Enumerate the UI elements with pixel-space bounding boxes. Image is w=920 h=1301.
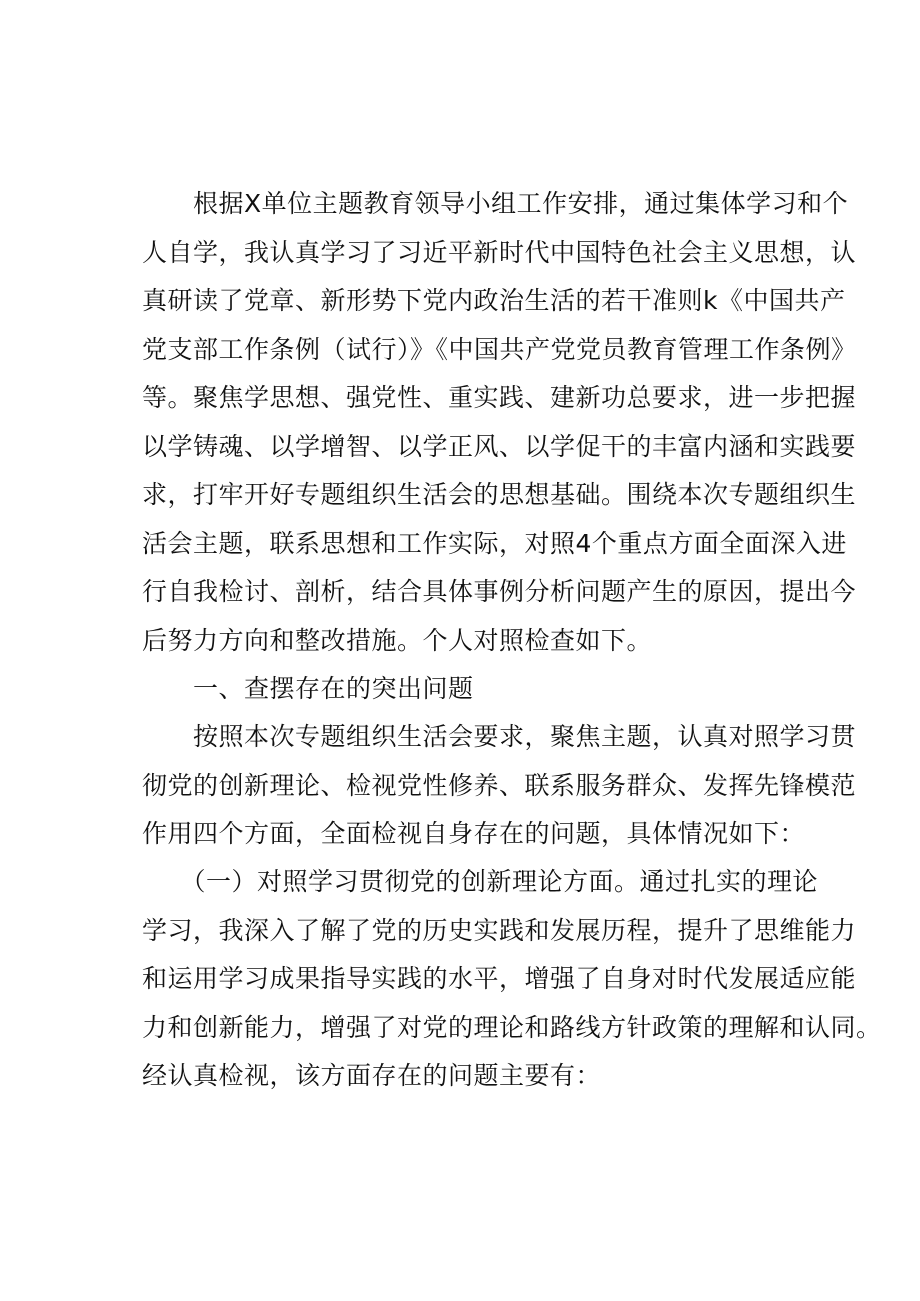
paragraph-line: 彻党的创新理论、检视党性修养、联系服务群众、发挥先锋模范: [142, 770, 857, 800]
paragraph-line: 行自我检讨、剖析，结合具体事例分析问题产生的原因，提出今: [142, 577, 857, 606]
paragraph-line: 党支部工作条例（试行）》《中国共产党党员教育管理工作条例》: [142, 334, 857, 364]
paragraph-line: 学习，我深入了解了党的历史实践和发展历程，提升了思维能力: [142, 915, 857, 945]
paragraph-line: 真研读了党章、新形势下党内政治生活的若干准则k《中国共产: [142, 286, 846, 315]
paragraph-line: 按照本次专题组织生活会要求，聚焦主题，认真对照学习贯: [142, 722, 857, 751]
paragraph-line: 经认真检视，该方面存在的问题主要有：: [142, 1061, 602, 1090]
paragraph-line: 活会主题，联系思想和工作实际，对照4个重点方面全面深入进: [142, 528, 847, 558]
paragraph-line: （一）对照学习贯彻党的创新理论方面。通过扎实的理论: [142, 867, 819, 896]
paragraph-line: 根据X单位主题教育领导小组工作安排，通过集体学习和个: [142, 189, 849, 218]
subsection-paragraph: [142, 858, 882, 1101]
heading-line: 一、查摆存在的突出问题: [142, 674, 474, 703]
paragraph-line: 力和创新能力，增强了对党的理论和路线方针政策的理解和认同。: [142, 1012, 882, 1042]
paragraph-line: 和运用学习成果指导实践的水平，增强了自身对时代发展适应能: [142, 964, 857, 993]
paragraph-line: 求，打牢开好专题组织生活会的思想基础。围绕本次专题组织生: [142, 480, 857, 509]
problems-intro-paragraph: [142, 713, 857, 859]
paragraph-line: 以学铸魂、以学增智、以学正风、以学促干的丰富内涵和实践要: [142, 431, 857, 461]
paragraph-line: 后努力方向和整改措施。个人对照检查如下。: [142, 625, 653, 655]
section-heading: [142, 665, 802, 714]
paragraph-line: 作用四个方面，全面检视自身存在的问题，具体情况如下：: [142, 819, 806, 848]
paragraph-line: 等。聚焦学思想、强党性、重实践、建新功总要求，进一步把握: [142, 383, 857, 412]
intro-paragraph: [142, 180, 857, 665]
paragraph-line: 人自学，我认真学习了习近平新时代中国特色社会主义思想，认: [142, 237, 857, 267]
